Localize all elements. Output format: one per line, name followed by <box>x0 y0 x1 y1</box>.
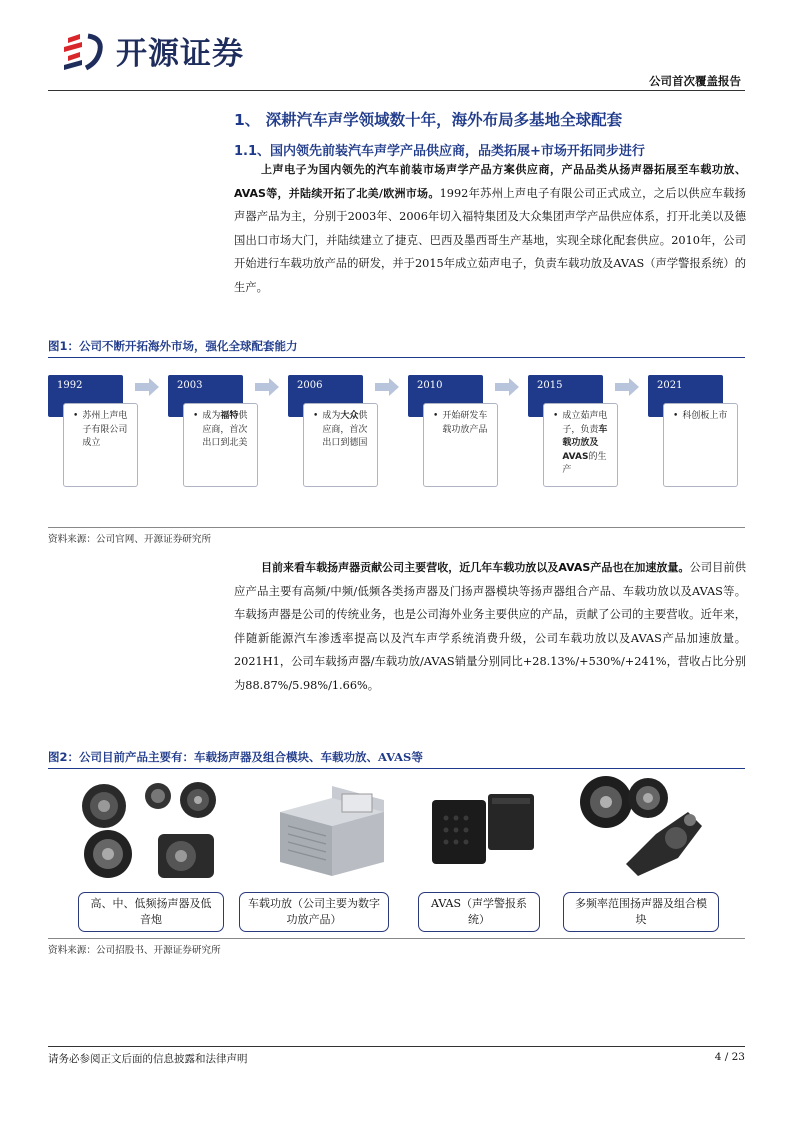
timeline-card <box>663 403 738 487</box>
product-label: 高、中、低频扬声器及低音炮 <box>78 892 224 932</box>
arrow-right-icon <box>135 378 159 396</box>
figure-2-title-post: 等 <box>411 750 423 764</box>
timeline-text-tail: 供应商，首次出口到北美 <box>202 411 248 448</box>
figure-1-rule <box>48 357 745 358</box>
speaker-icon <box>180 782 216 818</box>
logo-text: 开源证券 <box>116 36 244 72</box>
bullet-icon: • <box>73 411 79 421</box>
timeline-card <box>303 403 378 487</box>
figure-2-source: 资料来源：公司招股书、开源证券研究所 <box>48 945 221 956</box>
subwoofer-icon <box>158 834 214 878</box>
timeline-highlight: 福特 <box>220 411 239 421</box>
timeline-text-tail: 的生产 <box>562 451 607 475</box>
timeline-text-tail: 供应商，首次出口到德国 <box>322 411 368 448</box>
figure-2-title-pre: 图2：公司目前产品主要有：车载扬声器及组合模块、车载功放、 <box>48 750 378 764</box>
timeline-text: 科创板上市 <box>682 411 728 421</box>
timeline-card <box>543 403 618 487</box>
timeline-text: 成立茹声电子，负责 <box>562 411 608 435</box>
speaker-icon <box>628 778 668 818</box>
paragraph-1-lead: 上声电子为国内领先的汽车前装市场声学产品方案供应商，产品品类从扬声器拓展至车载功放、AVAS等，并陆续开拓了北美/欧洲市场。 <box>234 163 746 200</box>
speaker-icon <box>82 784 126 828</box>
timeline-year: 2021 <box>648 375 723 417</box>
figure-1-title: 图1：公司不断开拓海外市场，强化全球配套能力 <box>48 339 298 353</box>
report-type: 公司首次覆盖报告 <box>649 74 741 88</box>
page-number: 4 / 23 <box>714 1051 745 1063</box>
timeline-year: 1992 <box>48 375 123 417</box>
figure-2-title-avas: AVAS <box>378 750 412 764</box>
speaker-icon <box>580 776 632 828</box>
bullet-icon: • <box>433 411 439 421</box>
timeline-highlight: 车载功放及AVAS <box>562 424 608 462</box>
paragraph-1 <box>234 158 746 299</box>
speaker-icon <box>84 830 132 878</box>
paragraph-2-lead: 目前来看车载扬声器贡献公司主要营收，近几年车载功放以及AVAS产品也在加速放量。 <box>261 561 690 574</box>
timeline-card <box>183 403 258 487</box>
figure-1-source: 资料来源：公司官网、开源证券研究所 <box>48 534 212 545</box>
product-label: AVAS（声学警报系统） <box>418 892 540 932</box>
amplifier-image <box>272 782 392 882</box>
timeline-text: 开始研发车载功放产品 <box>442 411 488 435</box>
speaker-module-image <box>578 772 708 882</box>
arrow-right-icon <box>615 378 639 396</box>
timeline-year: 2010 <box>408 375 483 417</box>
amplifier-icon <box>280 786 384 876</box>
paragraph-2-body: 公司目前供应产品主要有高频/中频/低频各类扬声器及门扬声器模块等扬声器组合产品、车载功放以及AVAS等。车载扬声器是公司的传统业务，也是公司海外业务主要供应的产品，贡献了公司的主要营收。近年来，伴随新能源汽车渗透率提高以及汽车声学系统消费升级，公司车载功放以及AVAS产品加速放量。2021H1，公司车载扬声器/车载功放/AVAS销量分别同比+28.13%/+530%/+241%，营收占比分别为88.87%/5.98%/1.66%。 <box>234 561 746 692</box>
subsection-heading: 1.1、国内领先前装汽车声学产品供应商，品类拓展+市场开拓同步进行 <box>234 144 645 159</box>
figure-2-source-rule <box>48 938 745 939</box>
header-divider <box>48 90 745 91</box>
timeline-text: 成为 <box>202 411 221 421</box>
timeline-card <box>63 403 138 487</box>
paragraph-2 <box>234 556 746 697</box>
footer-divider <box>48 1046 745 1047</box>
arrow-right-icon <box>495 378 519 396</box>
timeline-year: 2006 <box>288 375 363 417</box>
timeline-text: 成为 <box>322 411 341 421</box>
product-label: 车载功放（公司主要为数字功放产品） <box>239 892 389 932</box>
timeline-year: 2015 <box>528 375 603 417</box>
avas-unit-icon <box>488 794 534 850</box>
bullet-icon: • <box>193 411 199 421</box>
logo-mark-icon <box>62 30 108 72</box>
speakers-image <box>78 776 228 884</box>
timeline-text: 苏州上声电子有限公司成立 <box>82 411 128 448</box>
bullet-icon: • <box>313 411 319 421</box>
bullet-icon: • <box>673 411 679 421</box>
footer-disclaimer: 请务必参阅正文后面的信息披露和法律声明 <box>48 1053 248 1065</box>
timeline-card <box>423 403 498 487</box>
arrow-right-icon <box>375 378 399 396</box>
timeline-year: 2003 <box>168 375 243 417</box>
figure-1-source-rule <box>48 527 745 528</box>
company-logo <box>62 28 244 73</box>
timeline-highlight: 大众 <box>340 411 359 421</box>
paragraph-1-body: 1992年苏州上声电子有限公司正式成立，之后以供应车载扬声器产品为主，分别于2003年、2006年切入福特集团及大众集团声学产品供应体系，打开北美以及德国出口市场大门，并陆续建立了捷克、巴西及墨西哥生产基地，实现全球化配套供应。2010年，公司开始进行车载功放产品的研发，并于2015年成立茹声电子，负责车载功放及AVAS（声学警报系统）的生产。 <box>234 186 746 294</box>
arrow-right-icon <box>255 378 279 396</box>
avas-unit-icon <box>432 800 486 864</box>
figure-2-title <box>48 749 423 765</box>
speaker-module-icon <box>626 812 702 876</box>
avas-image <box>428 788 538 872</box>
bullet-icon: • <box>553 411 559 421</box>
figure-2-rule <box>48 768 745 769</box>
tweeter-icon <box>145 783 171 809</box>
product-label: 多频率范围扬声器及组合模块 <box>563 892 719 932</box>
section-heading: 1、 深耕汽车声学领域数十年，海外布局多基地全球配套 <box>234 111 623 129</box>
